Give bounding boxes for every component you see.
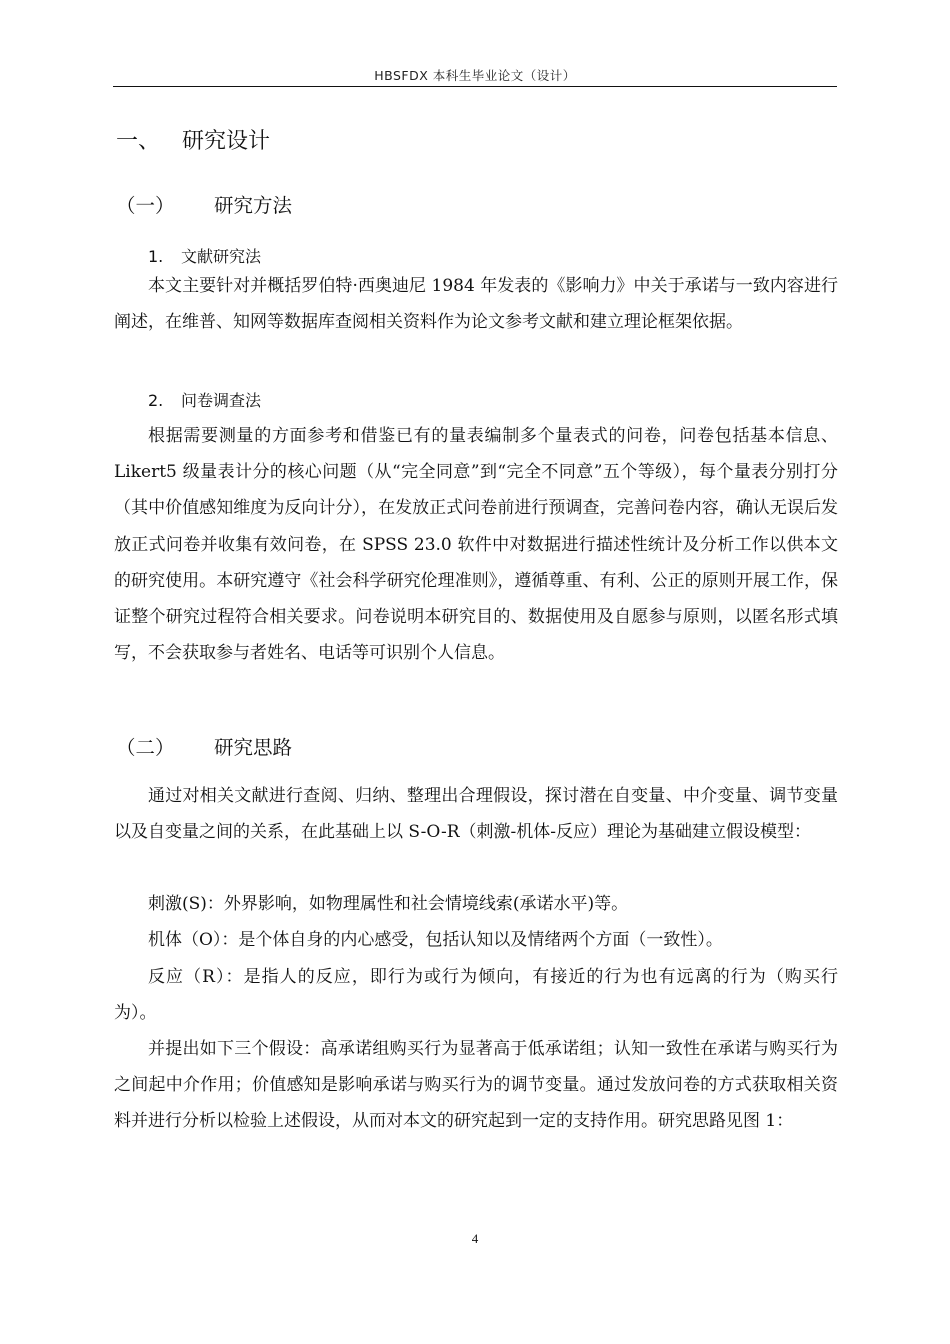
subsection-number: （二） bbox=[116, 736, 175, 759]
header-rule bbox=[113, 86, 837, 87]
section-title: 研究设计 bbox=[182, 129, 271, 154]
section-number: 一、 bbox=[116, 129, 161, 154]
paragraph-literature-method: 本文主要针对并概括罗伯特·西奥迪尼 1984 年发表的《影响力》中关于承诺与一致内容进行阐述，在维普、知网等数据库查阅相关资料作为论文参考文献和建立理论框架依据。 bbox=[114, 276, 838, 333]
subsection-heading-research-approach bbox=[116, 732, 292, 760]
item-title: 文献研究法 bbox=[181, 247, 262, 266]
item-number: 1. bbox=[148, 247, 164, 266]
paragraph-hypotheses: 并提出如下三个假设：高承诺组购买行为显著高于低承诺组；认知一致性在承诺与购买行为之间起中介作用；价值感知是影响承诺与购买行为的调节变量。通过发放问卷的方式获取相关资料并进行分析以检验上述假设，从而对本文的研究起到一定的支持作用。研究思路见图 1： bbox=[114, 1039, 838, 1132]
subsection-title: 研究思路 bbox=[214, 736, 293, 759]
paragraph-stimulus: 刺激(S)：外界影响，如物理属性和社会情境线索(承诺水平)等。 bbox=[148, 894, 629, 914]
paragraph-questionnaire-method: 根据需要测量的方面参考和借鉴已有的量表编制多个量表式的问卷，问卷包括基本信息、Likert5 级量表计分的核心问题（从“完全同意”到“完全不同意”五个等级），每个量表分别打分（其中价值感知维度为反向计分），在发放正式问卷前进行预调查，完善问卷内容，确认无误后发放正式问卷并收集有效问卷，在 SPSS 23.0 软件中对数据进行描述性统计及分析工作以供本文的研究使用。本研究遵守《社会科学研究伦理准则》，遵循尊重、有利、公正的原则开展工作，保证整个研究过程符合相关要求。问卷说明本研究目的、数据使用及自愿参与原则，以匿名形式填写，不会获取参与者姓名、电话等可识别个人信息。 bbox=[114, 426, 838, 664]
subsection-title: 研究方法 bbox=[214, 194, 293, 217]
paragraph-organism: 机体（O）：是个体自身的内心感受，包括认知以及情绪两个方面（一致性）。 bbox=[148, 930, 723, 950]
section-heading-research-design bbox=[116, 124, 270, 155]
item-heading-literature-research bbox=[148, 244, 261, 267]
subsection-number: （一） bbox=[116, 194, 175, 217]
paragraph-response: 反应（R）：是指人的反应，即行为或行为倾向，有接近的行为也有远离的行为（购买行为）。 bbox=[114, 967, 838, 1024]
item-heading-questionnaire bbox=[148, 388, 261, 411]
running-header: HBSFDX 本科生毕业论文（设计） bbox=[374, 68, 576, 83]
page-number: 4 bbox=[471, 1231, 479, 1246]
subsection-heading-research-methods bbox=[116, 190, 292, 218]
paragraph-research-approach: 通过对相关文献进行查阅、归纳、整理出合理假设，探讨潜在自变量、中介变量、调节变量以及自变量之间的关系，在此基础上以 S-O-R（刺激-机体-反应）理论为基础建立假设模型： bbox=[114, 786, 838, 843]
item-title: 问卷调查法 bbox=[181, 391, 262, 410]
item-number: 2. bbox=[148, 391, 164, 410]
